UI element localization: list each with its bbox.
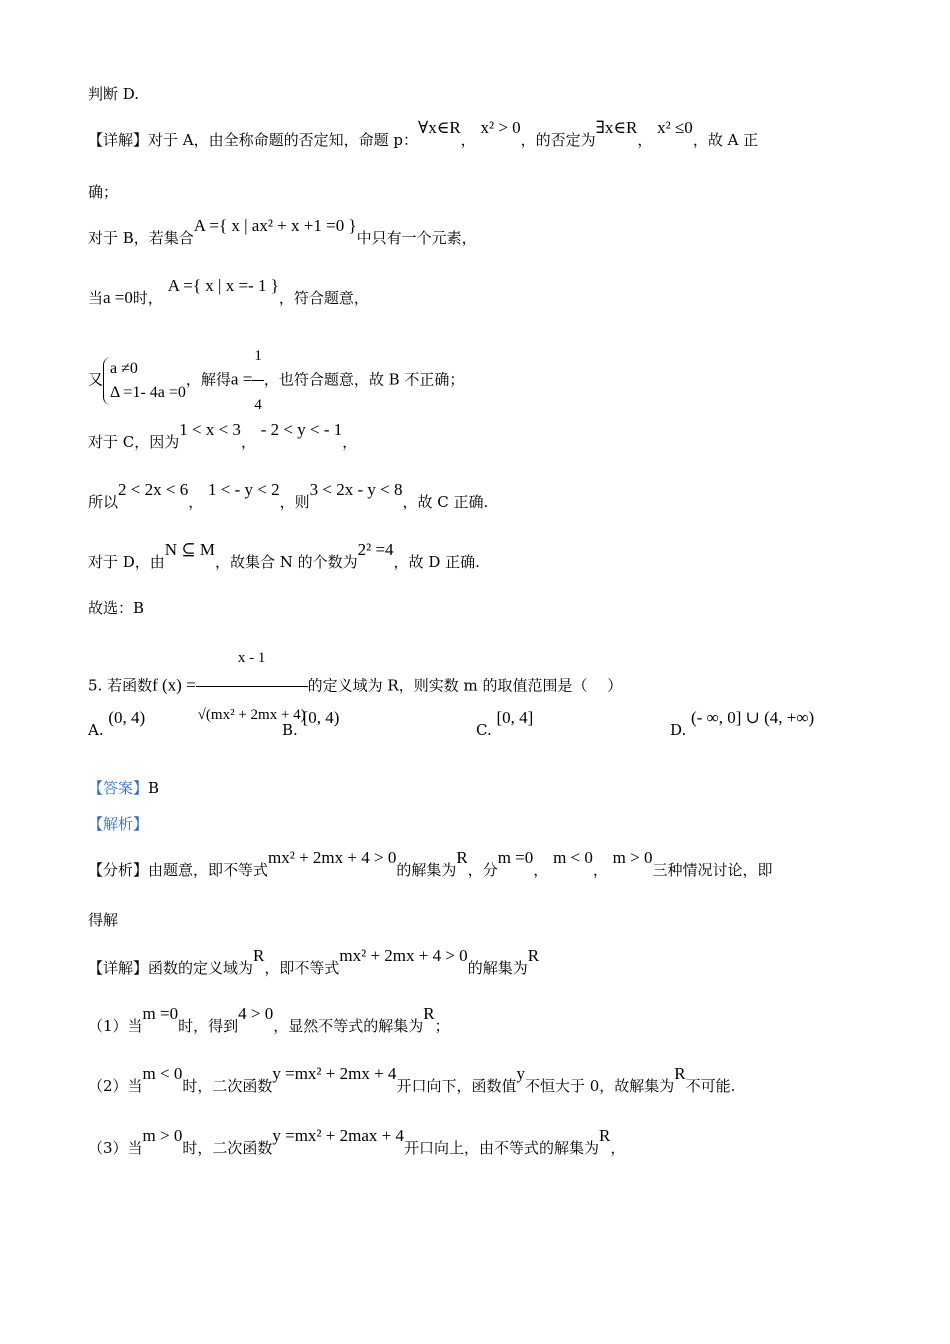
text: ，符合题意， — [278, 289, 369, 307]
option-label: C. — [476, 721, 492, 739]
option-value: (- ∞, 0] ∪ (4, +∞) — [691, 708, 815, 727]
text: 又 — [88, 370, 104, 389]
math-expression: y =mx² + 2max + 4 — [272, 1126, 404, 1145]
option-d[interactable] — [670, 708, 815, 740]
math-expression: a =0 — [103, 288, 133, 307]
text: ； — [434, 1017, 450, 1035]
math-expression: R — [423, 1004, 435, 1023]
text: （2）当 — [88, 1077, 143, 1095]
text: 三种情况讨论，即 — [652, 861, 773, 879]
text: 故选：B — [88, 599, 145, 617]
option-label: D. — [670, 721, 687, 739]
text: ， — [460, 131, 476, 149]
text: 时， — [132, 289, 163, 307]
option-value: [0, 4] — [496, 708, 534, 727]
math-expression: N ⊆ M — [164, 540, 215, 559]
math-expression: m < 0 — [142, 1064, 183, 1083]
text: ， — [342, 433, 358, 451]
text: 确； — [88, 183, 119, 201]
text: ， — [533, 861, 549, 879]
text-line — [88, 848, 773, 880]
text: ，故 D 正确. — [393, 553, 480, 571]
math-expression: y =mx² + 2mx + 4 — [272, 1064, 397, 1083]
analysis-tag: 【解析】 — [88, 815, 149, 833]
numerator: x - 1 — [237, 650, 266, 666]
answer-line — [88, 778, 159, 798]
text: 的解集为 — [467, 959, 528, 977]
text: ，分 — [467, 861, 498, 879]
math-expression: 4 > 0 — [238, 1004, 274, 1023]
question-text: 5. 若函数 — [88, 676, 153, 695]
math-expression: ∃x∈R — [595, 118, 638, 137]
math-expression: y — [516, 1064, 525, 1083]
text-line — [88, 910, 118, 930]
text: ， — [610, 1139, 626, 1157]
text: 判断 D. — [88, 85, 140, 103]
text-line — [88, 540, 480, 572]
denominator: 4 — [252, 380, 264, 429]
math-expression: 2 < 2x < 6 — [118, 480, 189, 499]
text: ，解得 — [185, 370, 231, 389]
text: 对于 D，由 — [88, 553, 165, 571]
math-expression: a = — [230, 369, 253, 389]
math-expression: A ={ x | x =- 1 } — [167, 276, 279, 295]
text: 开口向上，由不等式的解集为 — [403, 1139, 599, 1157]
equation-system — [103, 357, 186, 405]
option-label: B. — [282, 721, 298, 739]
text: 【详解】函数的定义域为 — [88, 959, 254, 977]
text: 开口向下，函数值 — [396, 1077, 517, 1095]
text: ， — [592, 861, 608, 879]
question-text: 的定义域为 R，则实数 m 的取值范围是（ ） — [307, 676, 623, 695]
option-label: A. — [88, 721, 104, 739]
math-expression: m > 0 — [142, 1126, 183, 1145]
text: ，也符合题意，故 B 不正确； — [263, 370, 465, 389]
fraction — [252, 332, 264, 429]
option-value: [0, 4) — [302, 708, 340, 727]
answer-tag: 【答案】 — [88, 779, 149, 797]
text: 得解 — [88, 911, 119, 929]
math-expression: mx² + 2mx + 4 > 0 — [268, 848, 397, 867]
math-expression: 1 < - y < 2 — [208, 480, 280, 499]
option-a[interactable] — [88, 708, 146, 740]
math-expression: x² ≤0 — [657, 118, 693, 137]
option-b[interactable] — [282, 708, 340, 740]
text: 时，二次函数 — [182, 1139, 273, 1157]
answer-value: B — [148, 779, 160, 797]
text: 不可能. — [685, 1077, 736, 1095]
option-value: (0, 4) — [108, 708, 146, 727]
text: 【详解】对于 A，由全称命题的否定知，命题 p： — [88, 131, 418, 149]
text: ，则 — [279, 493, 310, 511]
math-expression: 1 < x < 3 — [179, 420, 241, 439]
text-line — [88, 216, 477, 248]
math-expression: 3 < 2x - y < 8 — [309, 480, 403, 499]
text: 中只有一个元素， — [356, 229, 477, 247]
text: ， — [240, 433, 256, 451]
text-line — [88, 1004, 450, 1036]
text-line — [88, 1126, 626, 1158]
math-expression: - 2 < y < - 1 — [260, 420, 343, 439]
math-expression: f (x) = — [152, 675, 196, 695]
text: 对于 C，因为 — [88, 433, 180, 451]
text: 所以 — [88, 493, 119, 511]
math-expression: m =0 — [142, 1004, 179, 1023]
numerator: 1 — [254, 348, 262, 364]
math-expression: mx² + 2mx + 4 > 0 — [339, 946, 468, 965]
math-expression: m =0 — [497, 848, 534, 867]
text-line — [88, 420, 358, 452]
math-expression: A ={ x | ax² + x +1 =0 } — [193, 216, 357, 235]
text: 【分析】由题意，即不等式 — [88, 861, 269, 879]
system-row: Δ =1- 4a =0 — [110, 383, 186, 401]
math-expression: R — [456, 848, 468, 867]
text-line — [88, 480, 489, 512]
text: 时，二次函数 — [182, 1077, 273, 1095]
text: ，故 C 正确. — [402, 493, 489, 511]
math-expression: R — [253, 946, 265, 965]
text-line — [88, 84, 139, 104]
text-line — [88, 946, 540, 978]
text-line — [88, 1064, 736, 1096]
text: ，故集合 N 的个数为 — [214, 553, 358, 571]
text: ，即不等式 — [264, 959, 340, 977]
system-row: a ≠0 — [110, 359, 138, 377]
text: ，显然不等式的解集为 — [273, 1017, 424, 1035]
text: ，的否定为 — [520, 131, 596, 149]
text: （1）当 — [88, 1017, 143, 1035]
text: ， — [637, 131, 653, 149]
text-line — [88, 598, 144, 618]
text: （3）当 — [88, 1139, 143, 1157]
analysis-heading — [88, 814, 148, 834]
text: 不恒大于 0，故解集为 — [524, 1077, 675, 1095]
text-line — [88, 332, 464, 429]
text-line — [88, 118, 759, 150]
math-expression: 2² =4 — [357, 540, 394, 559]
text: 对于 B，若集合 — [88, 229, 194, 247]
option-c[interactable] — [476, 708, 534, 740]
math-expression: x² > 0 — [480, 118, 521, 137]
math-expression: R — [674, 1064, 686, 1083]
text: ， — [188, 493, 204, 511]
math-expression: R — [527, 946, 540, 965]
text: 当 — [88, 289, 104, 307]
denominator: √(mx² + 2mx + 4) — [196, 686, 308, 743]
text-line — [88, 182, 118, 202]
text: ，故 A 正 — [692, 131, 759, 149]
text-line — [88, 276, 369, 308]
math-expression: m < 0 — [553, 848, 593, 867]
math-expression: ∀x∈R — [417, 118, 461, 137]
math-expression: m > 0 — [612, 848, 653, 867]
text: 的解集为 — [396, 861, 457, 879]
text: 时，得到 — [178, 1017, 239, 1035]
math-expression: R — [599, 1126, 611, 1145]
question-5 — [88, 630, 622, 743]
